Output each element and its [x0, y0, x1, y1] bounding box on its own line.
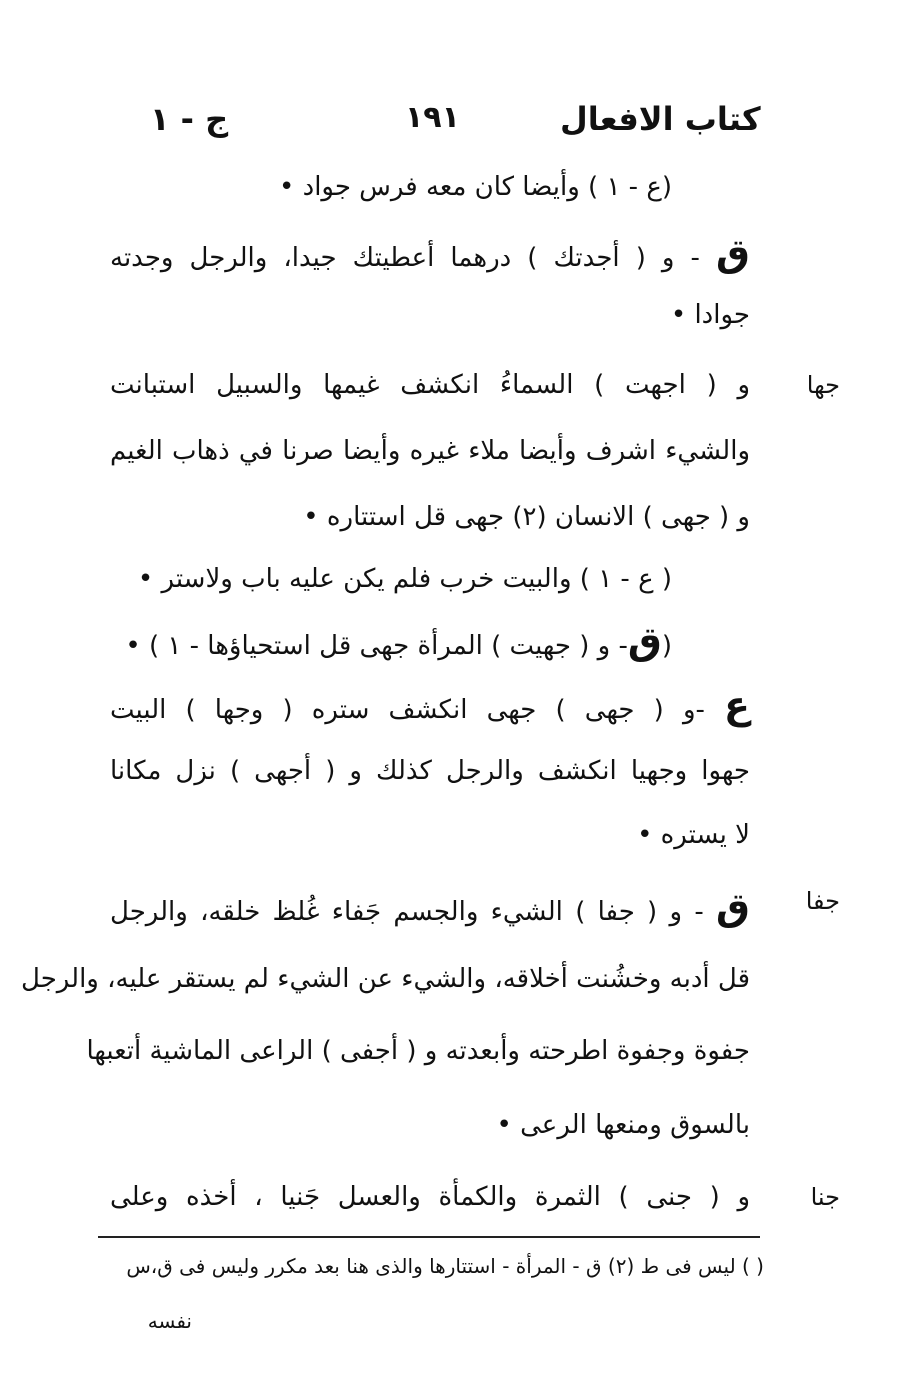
- text-line: جفوة وجفوة اطرحته وأبعدته و ( أجفى ) الراعى الماشية أتعبها: [86, 1036, 750, 1066]
- text-line: (ع - ١ ) وأيضا كان معه فرس جواد •: [279, 172, 672, 202]
- running-title: كتاب الافعال: [560, 100, 761, 138]
- text-line: لا يستره •: [637, 820, 750, 850]
- text-line: جهوا وجهيا انكشف والرجل كذلك و ( أجهى ) نزل مكانا: [110, 756, 750, 786]
- footnote: ( ) ليس فى ط (٢) ق - المرأة - استتارها والذى هنا بعد مكرر وليس فى ق،س: [126, 1254, 764, 1278]
- text-line: بالسوق ومنعها الرعى •: [496, 1110, 750, 1140]
- source-marker: ق: [716, 231, 750, 275]
- footnote-continuation: نفسه: [147, 1309, 192, 1333]
- text-line: و ( جهى ) الانسان (٢) جهى قل استتاره •: [303, 502, 750, 532]
- text-line: قل أدبه وخشُنت أخلاقه، والشيء عن الشيء لم يستقر عليه، والرجل: [21, 964, 750, 994]
- text-line: والشيء اشرف وأيضا ملاء غيره وأيضا صرنا في ذهاب الغيم: [110, 436, 750, 466]
- text-line: ع -و ( جهى ) جهى انكشف ستره ( وجها ) البيت: [110, 683, 750, 727]
- footnote-divider: [98, 1236, 760, 1238]
- source-marker: ق: [627, 619, 662, 663]
- text-line: ( ع - ١ ) والبيت خرب فلم يكن عليه باب ولاستر •: [137, 564, 672, 594]
- page-number: ١٩١: [405, 100, 460, 135]
- volume-part: ج - ١: [150, 100, 229, 138]
- entry-headword: جفا: [805, 887, 840, 915]
- text-line: و ( جنى ) الثمرة والكمأة والعسل جَنيا ، أخذه وعلى: [110, 1182, 750, 1212]
- text-line: ق - و ( جفا ) الشيء والجسم جَفاء غُلظ خلقه، والرجل: [110, 885, 750, 929]
- source-marker: ق: [716, 885, 750, 929]
- text-line: جوادا •: [670, 300, 750, 330]
- entry-headword: جها: [806, 371, 840, 399]
- text-line: و ( اجهت ) السماءُ انكشف غيمها والسبيل استبانت: [110, 370, 750, 400]
- text-line: (ق- و ( جهيت ) المرأة جهى قل استحياؤها - ١ ) •: [125, 619, 672, 663]
- text-line: ق - و ( أجدتك ) درهما أعطيتك جيدا، والرجل وجدته: [110, 231, 750, 275]
- source-marker: ع: [724, 683, 750, 727]
- entry-headword: جنا: [810, 1183, 840, 1211]
